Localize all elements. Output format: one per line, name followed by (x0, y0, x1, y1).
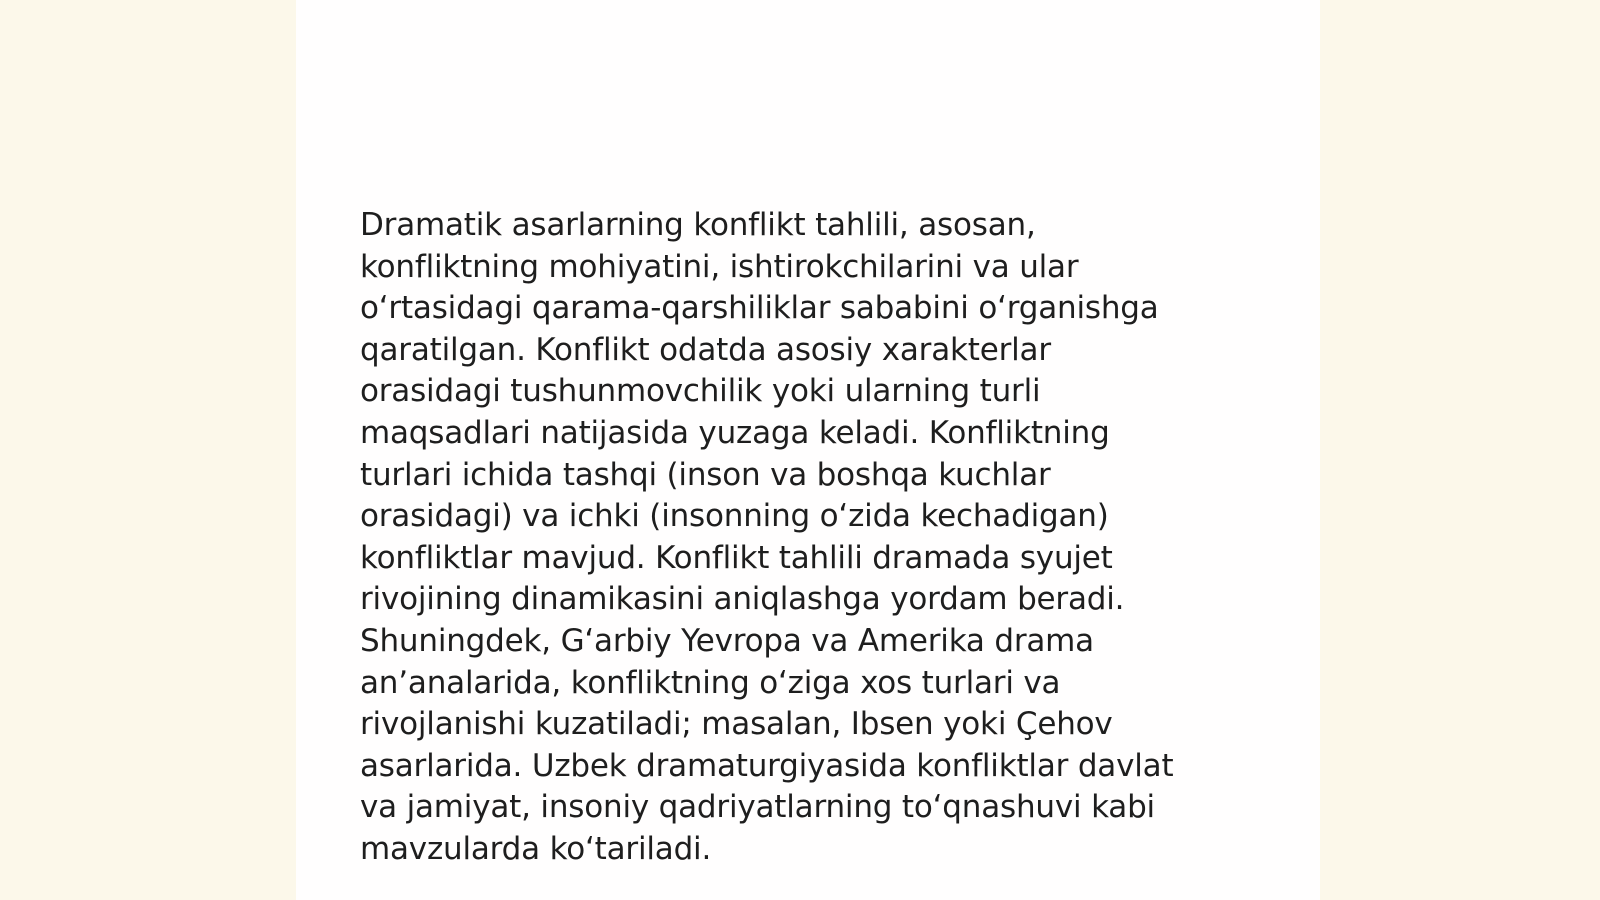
paragraph-line: an’analarida, konfliktning o‘ziga xos turlari va (360, 664, 1061, 701)
document-page (296, 0, 1320, 900)
paragraph-line: asarlarida. Uzbek dramaturgiyasida konfliktlar davlat (360, 747, 1174, 784)
paragraph-line: orasidagi) va ichki (insonning o‘zida kechadigan) (360, 498, 1109, 535)
paragraph-line: konfliktlar mavjud. Konflikt tahlili dramada syujet (360, 539, 1113, 576)
paragraph-line: orasidagi tushunmovchilik yoki ularning turli (360, 373, 1041, 410)
paragraph-line: turlari ichida tashqi (inson va boshqa kuchlar (360, 456, 1051, 493)
paragraph-line: qaratilgan. Konflikt odatda asosiy xarakterlar (360, 331, 1051, 368)
paragraph-line: maqsadlari natijasida yuzaga keladi. Konfliktning (360, 414, 1110, 451)
paragraph-line: Dramatik asarlarning konflikt tahlili, asosan, (360, 207, 1036, 243)
paragraph-line: Shuningdek, G‘arbiy Yevropa va Amerika drama (360, 622, 1094, 659)
paragraph-line: va jamiyat, insoniy qadriyatlarning to‘qnashuvi kabi (360, 789, 1155, 826)
paragraph-line: mavzularda ko‘tariladi. (360, 830, 712, 867)
paragraph-line: konfliktning mohiyatini, ishtirokchilarini va ular (360, 248, 1079, 285)
paragraph-line: rivojining dinamikasini aniqlashga yordam beradi. (360, 581, 1125, 618)
body-paragraph (360, 205, 1260, 871)
paragraph-line: o‘rtasidagi qarama-qarshiliklar sababini o‘rganishga (360, 290, 1159, 327)
paragraph-line: rivojlanishi kuzatiladi; masalan, Ibsen yoki Çehov (360, 706, 1113, 743)
